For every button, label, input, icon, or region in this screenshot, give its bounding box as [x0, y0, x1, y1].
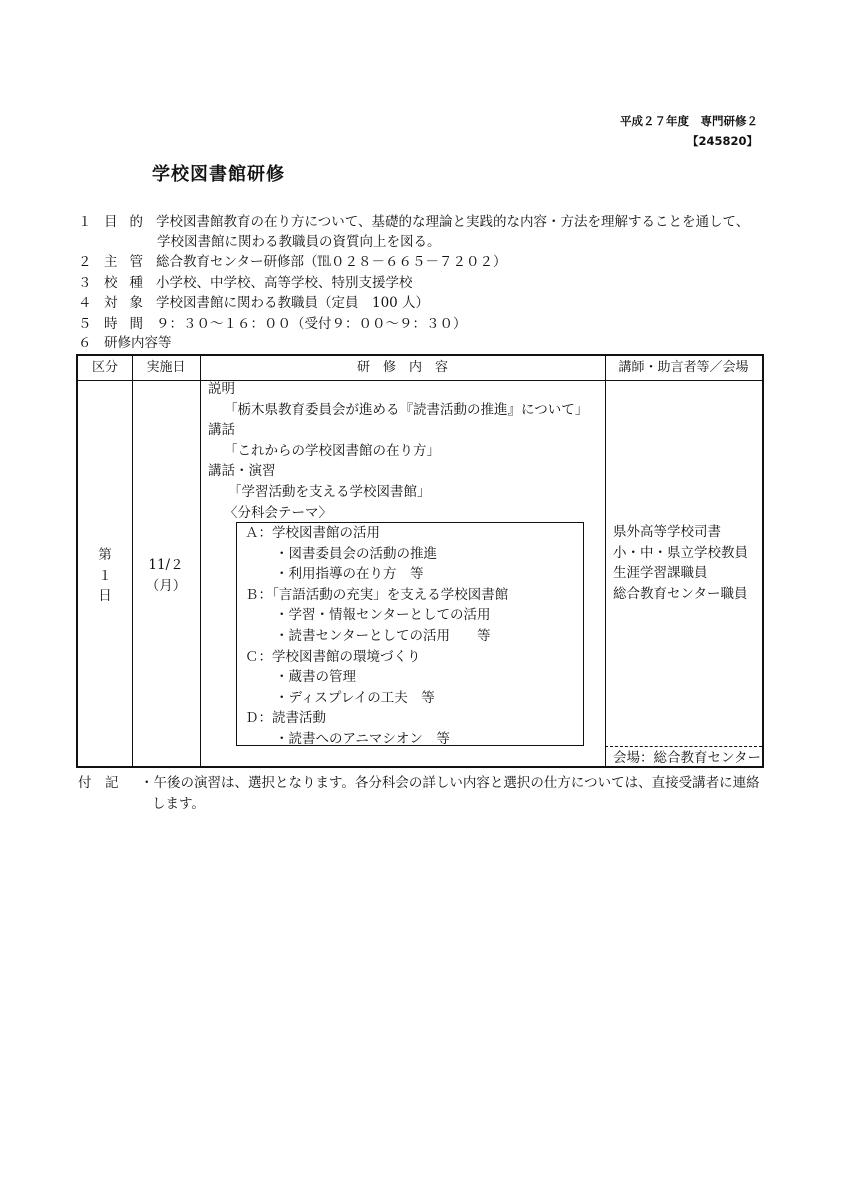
item-school-type: ３ 校種小学校、中学校、高等学校、特別支援学校 — [78, 275, 413, 291]
header-year: 平成２７年度 専門研修２ — [620, 114, 758, 128]
venue-divider — [605, 746, 762, 747]
header-content: 研 修 内 容 — [356, 360, 448, 375]
item-organizer: ２ 主管総合教育センター研修部（℡０２８－６６５－７２０２） — [78, 254, 507, 270]
theme-b: Ｂ：「言語活動の充実」を支える学校図書館 — [245, 586, 509, 603]
header-category: 区分 — [91, 360, 118, 375]
header-code: 【245820】 — [686, 134, 758, 148]
item-content-heading: ６ 研修内容等 — [78, 335, 172, 351]
note-label: 付 記 — [78, 775, 119, 791]
theme-d: Ｄ：読書活動 — [245, 710, 326, 727]
lecturer-cell: 県外高等学校司書 小・中・県立学校教員 生涯学習課職員 総合教育センター職員 — [613, 524, 748, 602]
note-line-2: します。 — [152, 796, 205, 812]
theme-c: Ｃ：学校図書館の環境づくり — [245, 648, 421, 665]
theme-box: Ａ：学校図書館の活用 ・図書委員会の活動の推進 ・利用指導の在り方 等 Ｂ：「言語活動の充実」を支える学校図書館 ・学習・情報センターとしての活用 ・読書センターとしての活用 等 Ｃ：学校図書館の環境づくり ・蔵書の管理 ・ディスプレイの工夫 等 Ｄ：読書活動 ・読書へのアニマシオン 等 — [236, 522, 584, 746]
item-label: 目的 — [104, 214, 155, 230]
item-time: ５ 時間９：３０～１６：００（受付９：００～９：３０） — [78, 316, 467, 332]
item-purpose — [78, 212, 749, 232]
day-cell: 第 １ 日 — [98, 547, 112, 605]
item-text: 学校図書館教育の在り方について、基礎的な理論と実践的な内容・方法を理解することを通して、 — [156, 214, 750, 230]
item-target: ４ 対象学校図書館に関わる教職員（定員 100 人） — [78, 295, 430, 311]
content-cell: 説明 「栃木県教育委員会が進める『読書活動の推進』について」 講話 「これからの学校図書館の在り方」 講話・演習 「学習活動を支える学校図書館」 〈分科会テーマ〉 — [208, 381, 589, 521]
header-date: 実施日 — [146, 360, 186, 375]
note-line-1: ・午後の演習は、選択となります。各分科会の詳しい内容と選択の仕方については、直接受講者に連絡 — [140, 775, 760, 791]
header-lecturer: 講師・助言者等／会場 — [618, 360, 749, 375]
item-number: １ — [78, 214, 92, 230]
theme-a: Ａ：学校図書館の活用 — [245, 525, 380, 541]
page-title: 学校図書館研修 — [152, 164, 285, 185]
venue-text: 会場：総合教育センター — [613, 750, 761, 766]
item-purpose-continued: 学校図書館に関わる教職員の資質向上を図る。 — [157, 234, 441, 250]
training-table — [76, 354, 764, 768]
date-cell: 11/２ （月） — [145, 557, 187, 594]
